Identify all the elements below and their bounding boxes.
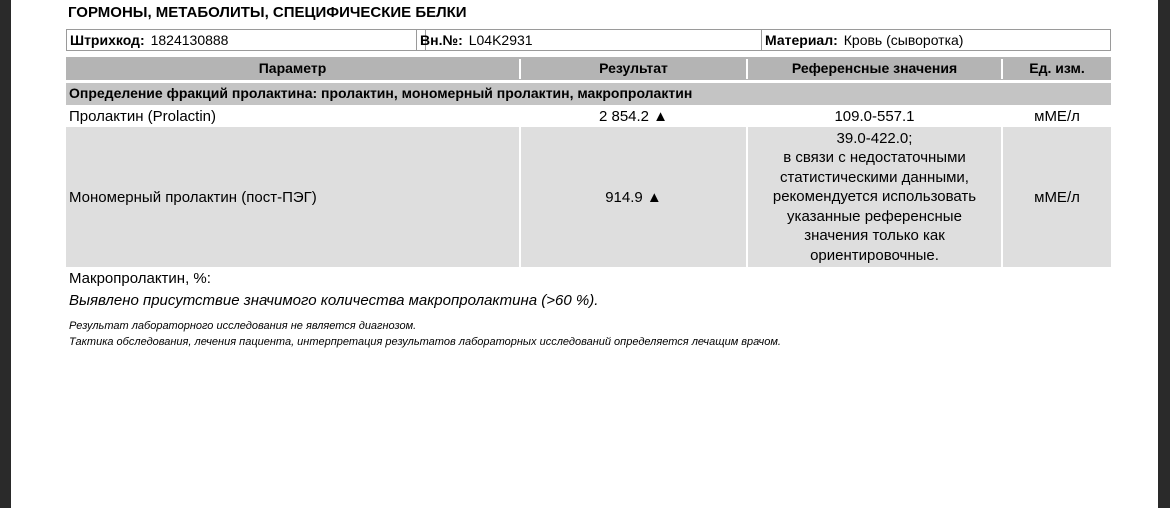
macroprolactin-label: Макропролактин, %: <box>69 270 211 287</box>
internal-number-field <box>416 29 762 51</box>
row-reference: 109.0-557.1 <box>834 108 915 125</box>
row-param: Мономерный пролактин (пост-ПЭГ) <box>69 188 317 206</box>
reference-line: в связи с недостаточными <box>783 149 966 167</box>
reference-line: 39.0-422.0; <box>836 130 913 148</box>
row-unit: мМЕ/л <box>1034 188 1080 206</box>
header-param: Параметр <box>258 60 327 76</box>
row-param: Пролактин (Prolactin) <box>69 108 217 125</box>
reference-text <box>773 129 976 265</box>
reference-line: ориентировочные. <box>810 246 939 264</box>
material-label: Материал: <box>765 32 838 48</box>
table-row <box>66 107 1111 127</box>
macroprolactin-comment: Выявлено присутствие значимого количества макропролактина (>60 %). <box>69 292 599 309</box>
section-title: ГОРМОНЫ, МЕТАБОЛИТЫ, СПЕЦИФИЧЕСКИЕ БЕЛКИ <box>68 4 467 21</box>
footnote-disclaimer: Результат лабораторного исследования не является диагнозом. <box>69 320 417 332</box>
row-unit: мМЕ/л <box>1034 108 1080 125</box>
reference-line: значения только как <box>804 227 945 245</box>
barcode-value: 1824130888 <box>150 32 229 48</box>
header-reference: Референсные значения <box>791 60 958 76</box>
reference-line: рекомендуется использовать <box>772 188 977 206</box>
table-header <box>66 57 1111 80</box>
row-result: 2 854.2 ▲ <box>598 108 669 125</box>
barcode-field <box>66 29 426 51</box>
table-row <box>66 127 1111 267</box>
barcode-label: Штрихкод: <box>70 32 145 48</box>
sample-info-row <box>66 29 1111 51</box>
reference-line: указанные референсные <box>787 207 962 225</box>
header-unit: Ед. изм. <box>1029 60 1085 76</box>
material-field <box>761 29 1111 51</box>
report-page <box>11 0 1158 508</box>
row-result: 914.9 ▲ <box>605 188 662 206</box>
header-result: Результат <box>599 60 668 76</box>
reference-line: статистическими данными, <box>780 168 969 186</box>
material-value: Кровь (сыворотка) <box>843 32 964 48</box>
footnote-tactics: Тактика обследования, лечения пациента, интерпретация результатов лабораторных исследований определяется лечащим врачом. <box>69 336 781 348</box>
internal-number-value: L04K2931 <box>468 32 533 48</box>
group-title-row: Определение фракций пролактина: пролактин, мономерный пролактин, макропролактин <box>66 83 1111 105</box>
internal-number-label: Вн.№: <box>420 32 463 48</box>
row-reference <box>748 127 1001 267</box>
